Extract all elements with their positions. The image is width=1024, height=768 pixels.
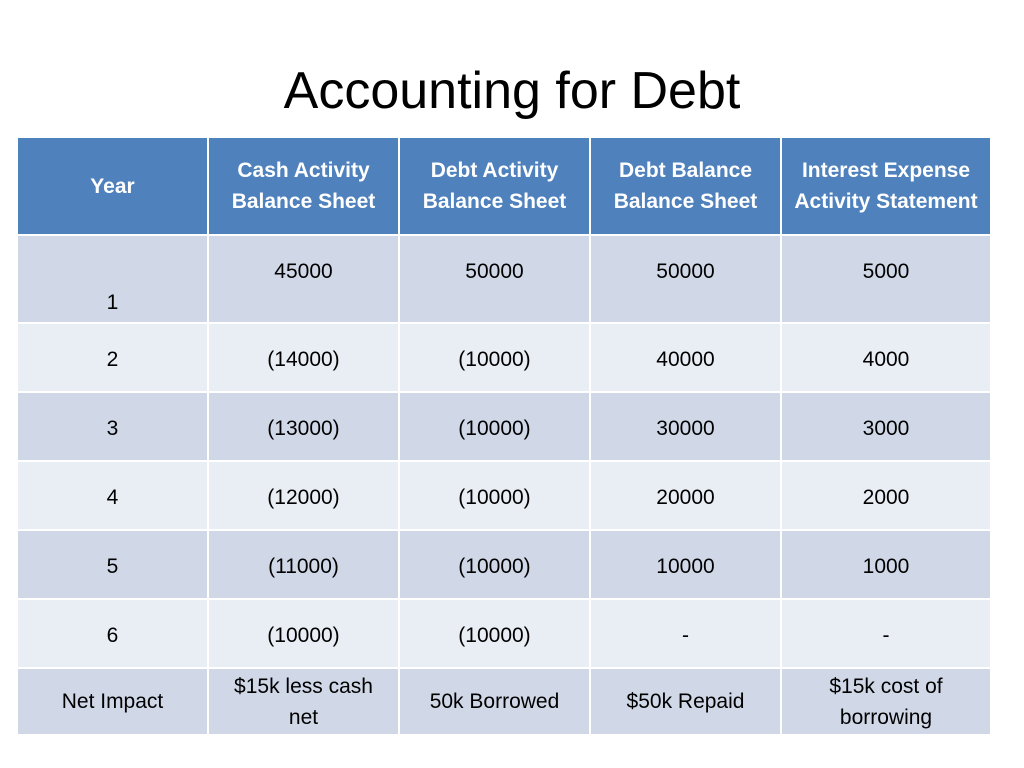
cell-debt-activity: (10000) bbox=[399, 461, 590, 530]
cell-cash-activity: (11000) bbox=[208, 530, 399, 599]
slide-title: Accounting for Debt bbox=[283, 62, 741, 120]
cell-year: 3 bbox=[17, 392, 208, 461]
cell-interest-expense: 5000 bbox=[781, 235, 991, 323]
column-header-interest-expense: Interest Expense Activity Statement bbox=[781, 137, 991, 235]
cell-year: 2 bbox=[17, 323, 208, 392]
cell-cash-activity: $15k less cash net bbox=[208, 668, 399, 735]
column-header-cash-activity: Cash Activity Balance Sheet bbox=[208, 137, 399, 235]
table-row bbox=[17, 392, 991, 461]
cell-cash-activity: (14000) bbox=[208, 323, 399, 392]
cell-year: 4 bbox=[17, 461, 208, 530]
cell-year: Net Impact bbox=[17, 668, 208, 735]
cell-debt-balance: 50000 bbox=[590, 235, 781, 323]
header-row bbox=[17, 137, 991, 235]
cell-debt-activity: (10000) bbox=[399, 530, 590, 599]
cell-interest-expense: - bbox=[781, 599, 991, 668]
cell-year: 5 bbox=[17, 530, 208, 599]
cell-interest-expense: 1000 bbox=[781, 530, 991, 599]
cell-interest-expense: $15k cost of borrowing bbox=[781, 668, 991, 735]
table-row bbox=[17, 530, 991, 599]
cell-debt-activity: (10000) bbox=[399, 392, 590, 461]
table-row bbox=[17, 235, 991, 323]
cell-year: 1 bbox=[17, 235, 208, 323]
cell-year: 6 bbox=[17, 599, 208, 668]
table-row bbox=[17, 599, 991, 668]
cell-debt-balance: $50k Repaid bbox=[590, 668, 781, 735]
table-row bbox=[17, 461, 991, 530]
cell-debt-balance: 20000 bbox=[590, 461, 781, 530]
column-header-debt-activity: Debt Activity Balance Sheet bbox=[399, 137, 590, 235]
column-header-year: Year bbox=[17, 137, 208, 235]
cell-debt-activity: 50000 bbox=[399, 235, 590, 323]
cell-interest-expense: 4000 bbox=[781, 323, 991, 392]
cell-interest-expense: 3000 bbox=[781, 392, 991, 461]
debt-table bbox=[16, 136, 992, 736]
cell-cash-activity: 45000 bbox=[208, 235, 399, 323]
cell-interest-expense: 2000 bbox=[781, 461, 991, 530]
cell-debt-activity: (10000) bbox=[399, 323, 590, 392]
net-impact-row bbox=[17, 668, 991, 735]
cell-cash-activity: (12000) bbox=[208, 461, 399, 530]
cell-cash-activity: (10000) bbox=[208, 599, 399, 668]
cell-debt-activity: (10000) bbox=[399, 599, 590, 668]
table-row bbox=[17, 323, 991, 392]
cell-debt-balance: 30000 bbox=[590, 392, 781, 461]
cell-debt-balance: 10000 bbox=[590, 530, 781, 599]
cell-debt-balance: - bbox=[590, 599, 781, 668]
cell-debt-activity: 50k Borrowed bbox=[399, 668, 590, 735]
cell-cash-activity: (13000) bbox=[208, 392, 399, 461]
column-header-debt-balance: Debt Balance Balance Sheet bbox=[590, 137, 781, 235]
cell-debt-balance: 40000 bbox=[590, 323, 781, 392]
